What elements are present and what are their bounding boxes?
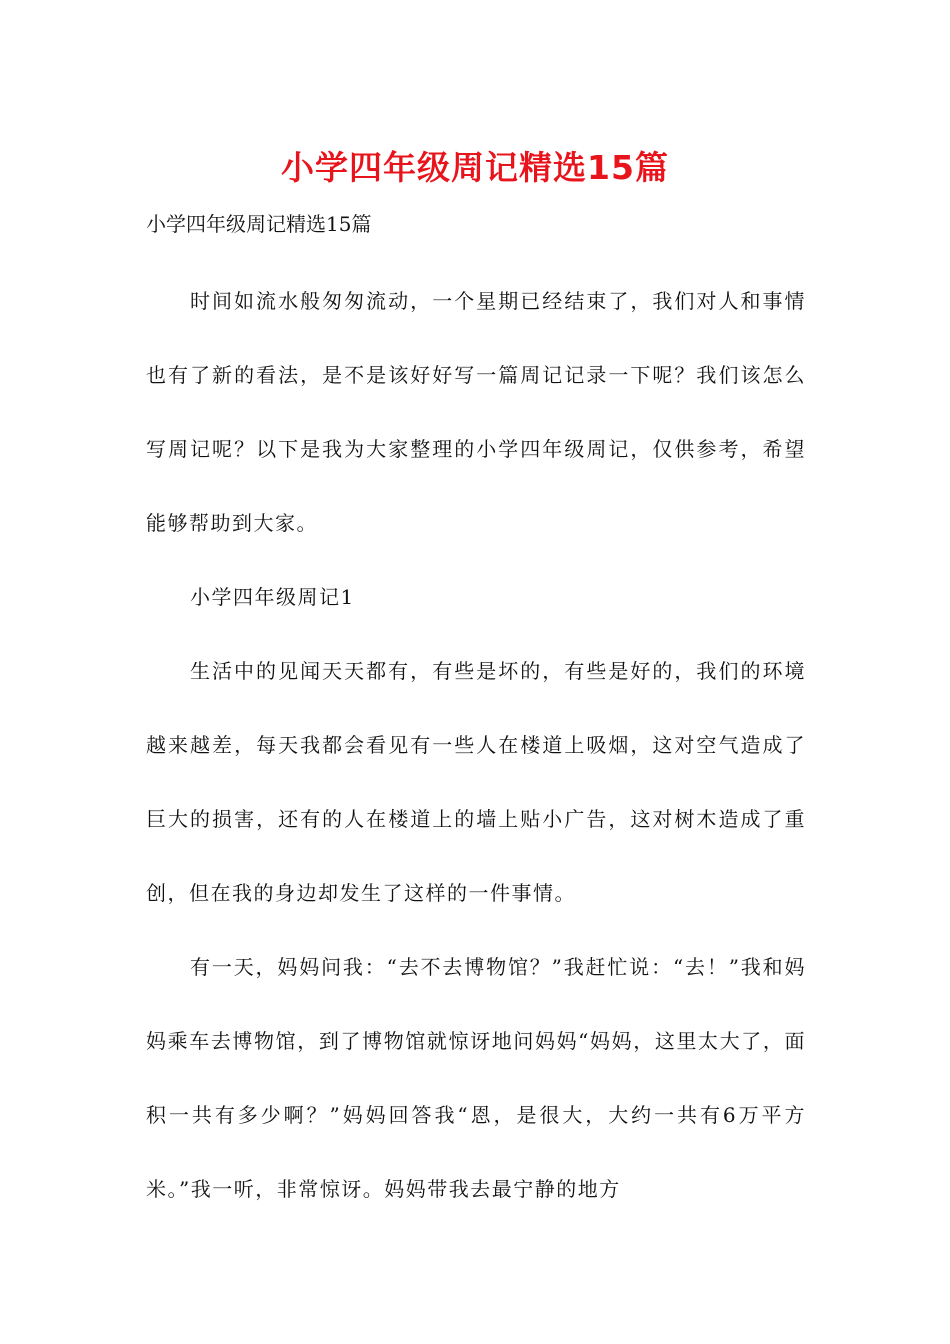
document-subtitle: 小学四年级周记精选15篇 (146, 212, 372, 236)
paragraph-intro: 时间如流水般匆匆流动，一个星期已经结束了，我们对人和事情也有了新的看法，是不是该好好写一篇周记记录一下呢？我们该怎么写周记呢？以下是我为大家整理的小学四年级周记，仅供参考，希望能够帮助到大家。 (146, 289, 806, 535)
paragraph-story-2: 有一天，妈妈问我：“去不去博物馆？”我赶忙说：“去！”我和妈妈乘车去博物馆，到了博物馆就惊讶地问妈妈“妈妈，这里太大了，面积一共有多少啊？”妈妈回答我“恩，是很大，大约一共有6万平方米。”我一听，非常惊讶。妈妈带我去最宁静的地方 (146, 955, 806, 1201)
section-heading-1: 小学四年级周记1 (190, 585, 355, 609)
document-title: 小学四年级周记精选15篇 (281, 148, 669, 187)
document-body (146, 264, 806, 1226)
paragraph-story-1: 生活中的见闻天天都有，有些是坏的，有些是好的，我们的环境越来越差，每天我都会看见有一些人在楼道上吸烟，这对空气造成了巨大的损害，还有的人在楼道上的墙上贴小广告，这对树木造成了重创，但在我的身边却发生了这样的一件事情。 (146, 659, 806, 905)
